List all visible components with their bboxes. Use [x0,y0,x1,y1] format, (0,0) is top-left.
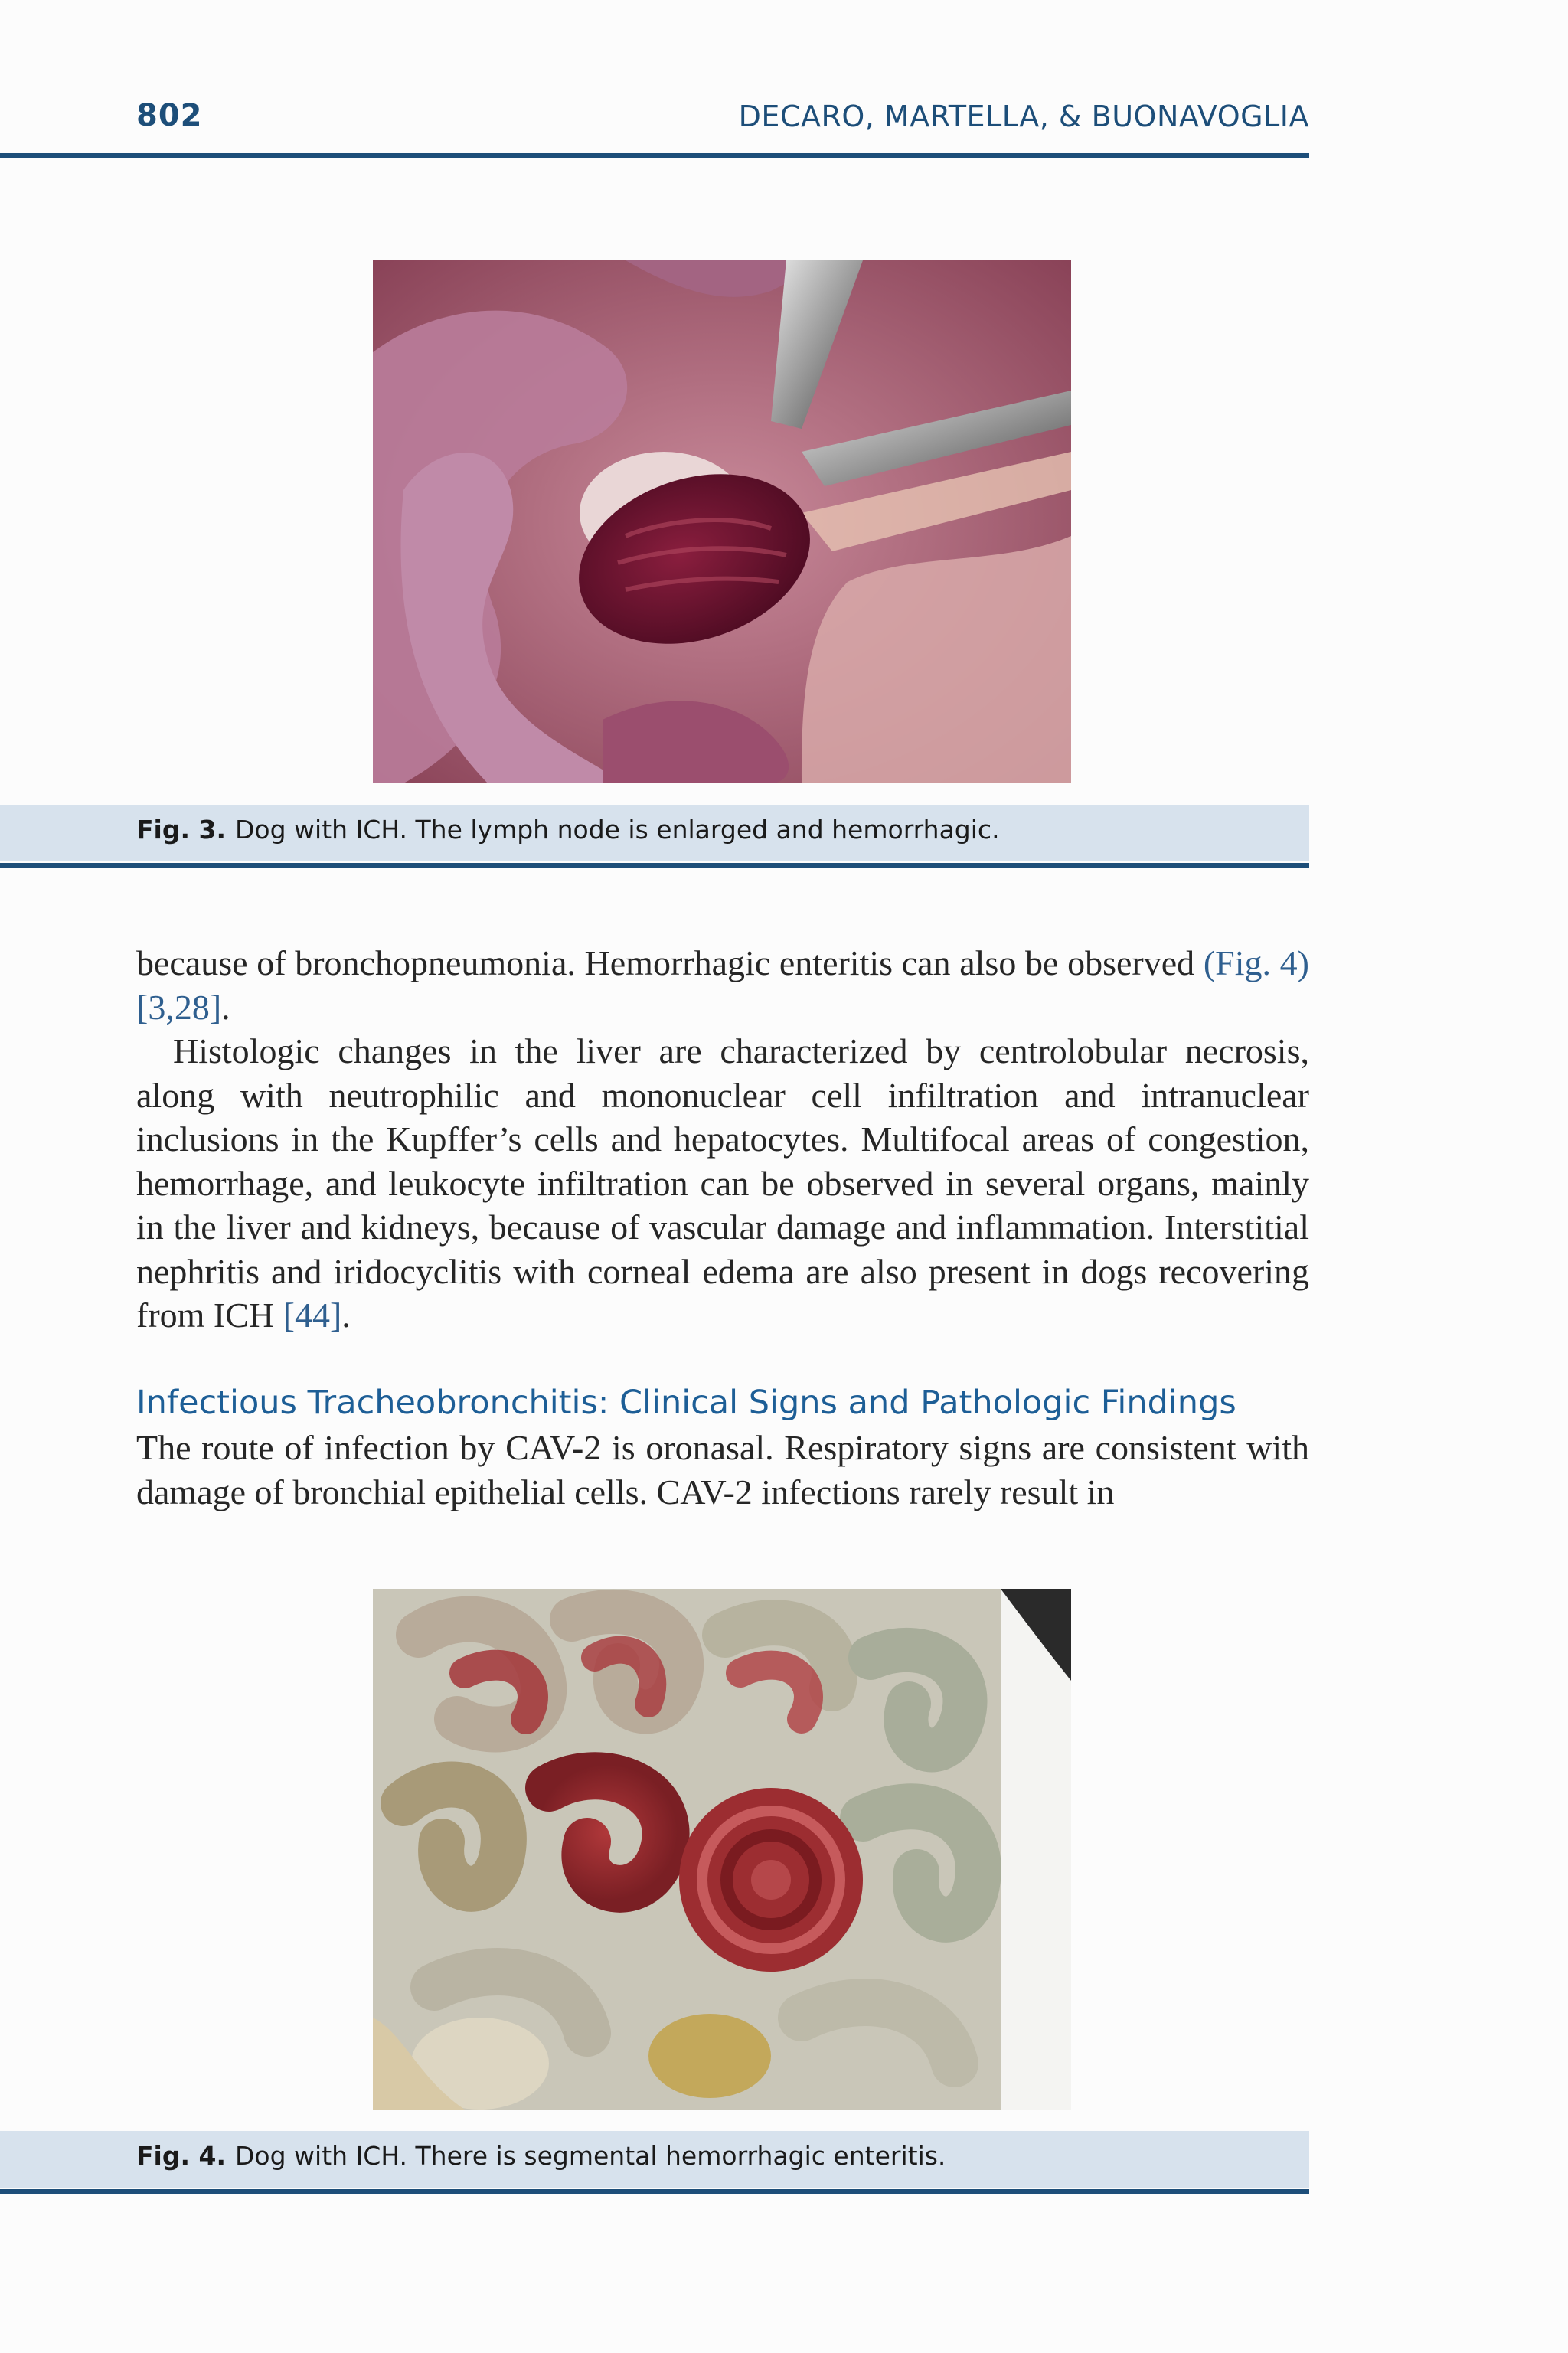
header-rule [0,153,1309,158]
figure-3-photo [373,260,1071,783]
figure-4-caption-rule [0,2189,1309,2194]
figure-4-label: Fig. 4. [136,2141,226,2171]
figure-4-reference-link[interactable]: (Fig. 4) [1203,943,1310,982]
figure-3-label: Fig. 3. [136,815,226,845]
figure-4-photo [373,1589,1071,2110]
paragraph-section-text: The route of infection by CAV-2 is oronasal. Respiratory signs are consistent with damage of bronchial epithelial cells. CAV-2 infections rarely result in [136,1428,1309,1511]
running-head-authors: DECARO, MARTELLA, & BUONAVOGLIA [738,100,1309,133]
citation-link[interactable]: [3,28] [136,987,222,1027]
figure-3-caption-rule [0,863,1309,868]
figure-4-illustration [373,1589,1071,2110]
figure-3-caption-text: Dog with ICH. The lymph node is enlarged and hemorrhagic. [235,815,1000,845]
citation-link[interactable]: [44] [283,1296,342,1335]
figure-3-illustration [373,260,1071,783]
figure-4-caption [136,2141,946,2171]
figure-4-caption-text: Dog with ICH. There is segmental hemorrhagic enteritis. [235,2141,946,2171]
section-heading: Infectious Tracheobronchitis: Clinical Signs and Pathologic Findings [136,1384,1236,1422]
page-number: 802 [136,98,203,133]
paragraph-2-text: Histologic changes in the liver are characterized by centrolobular necrosis, along with neutrophilic and mononuclear cell infiltration and intranuclear inclusions in the Kupffer’s cells and hepatocytes. Multifocal areas of congestion, hemorrhage, and leukocyte infiltration can be observed in several organs, mainly in the liver and kidneys, because of vascular damage and inflammation. Interstitial nephritis and iridocyclitis with corneal edema are also present in dogs recovering from ICH [136,1031,1309,1335]
figure-3-caption [136,815,1000,845]
paragraph-continuation: because of bronchopneumonia. Hemorrhagic enteritis can also be observed (Fig. 4) [3,28]. [136,943,1310,1027]
paragraph-1-text: because of bronchopneumonia. Hemorrhagic enteritis can also be observed [136,943,1204,982]
paragraph-histologic-changes: Histologic changes in the liver are characterized by centrolobular necrosis, along with neutrophilic and mononuclear cell infiltration and intranuclear inclusions in the Kupffer’s cells and hepatocytes. Multifocal areas of congestion, hemorrhage, and leukocyte infiltration can be observed in several organs, mainly in the liver and kidneys, because of vascular damage and inflammation. Interstitial nephritis and iridocyclitis with corneal edema are also present in dogs recovering from ICH [44]. [136,1031,1309,1335]
